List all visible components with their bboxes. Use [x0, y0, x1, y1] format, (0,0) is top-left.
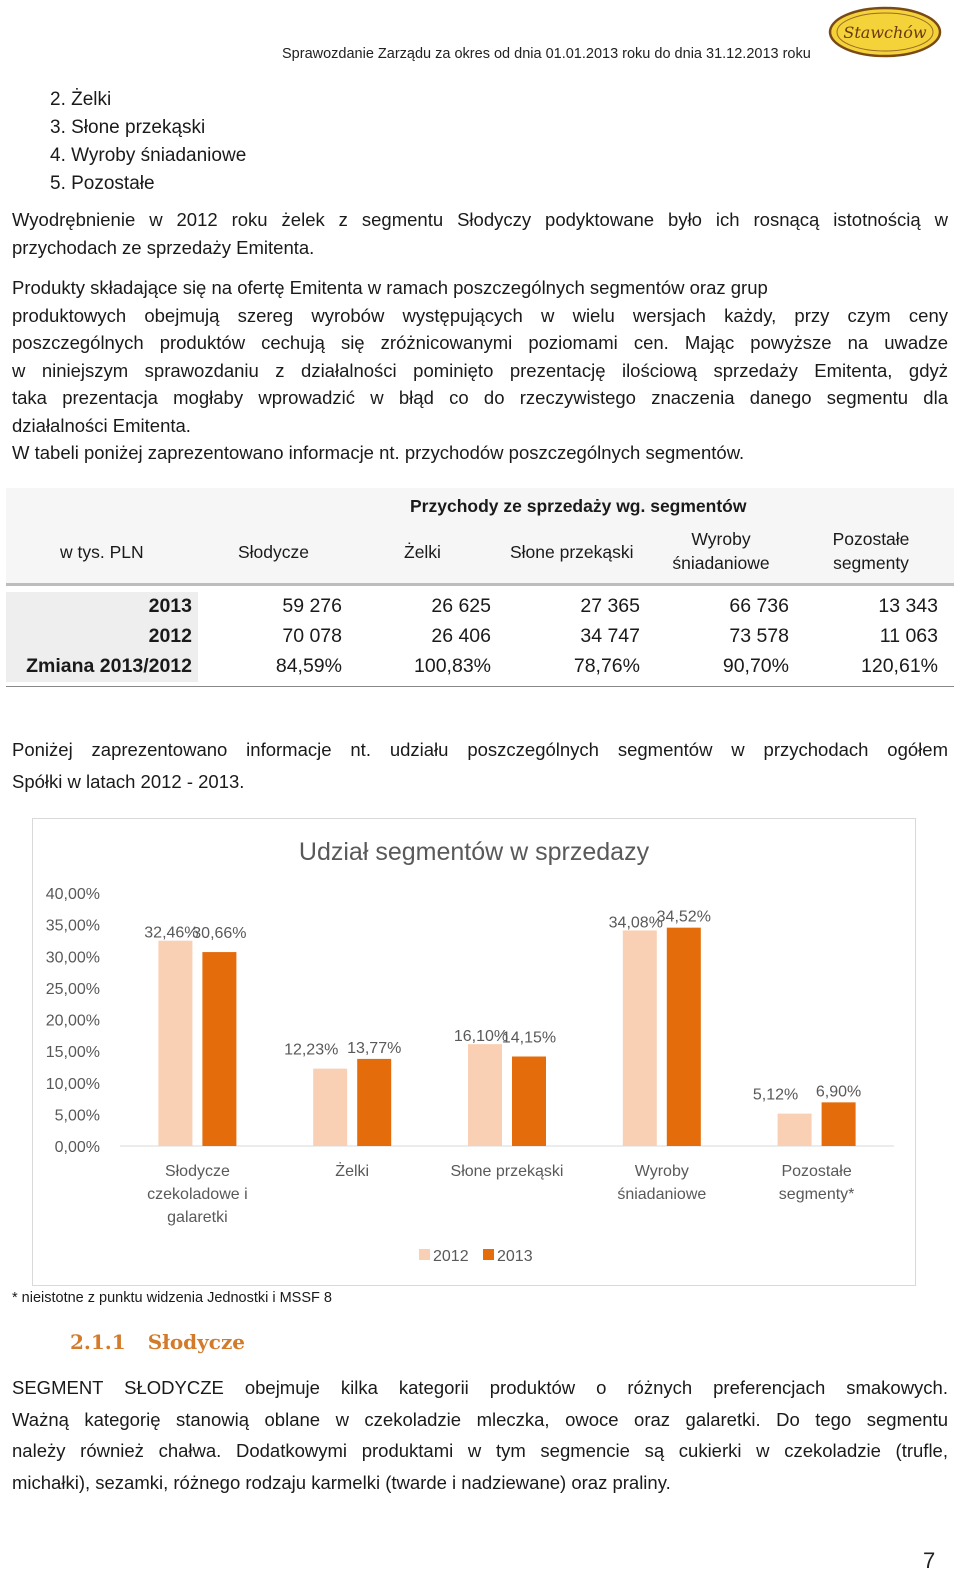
data-label: 34,08%	[608, 914, 663, 932]
text-line: przychodach ze sprzedaży Emitenta.	[12, 236, 315, 258]
segment-list	[50, 86, 246, 198]
text-line: W tabeli poniżej zaprezentowano informacje nt. przychodów poszczególnych segmentów.	[12, 442, 745, 463]
table-cell: 78,76%	[573, 655, 640, 677]
text-line: SEGMENT SŁODYCZE obejmuje kilka kategorii produktów o różnych preferencjach smakowych.	[12, 1377, 948, 1398]
table-cell: 27 365	[580, 595, 640, 617]
chart-title: Udział segmentów w sprzedazy	[298, 838, 650, 866]
section-number: 2.1.1	[70, 1330, 126, 1354]
company-logo	[828, 6, 942, 58]
category-label: śniadaniowe	[617, 1186, 707, 1203]
text-line: taka prezentacja mogłaby wprowadzić w błąd co do rzeczywistego znaczenia danego segmentu dla	[12, 387, 948, 408]
table-col-header: Pozostałe segmenty	[832, 529, 910, 573]
y-tick-label: 5,00%	[54, 1107, 100, 1125]
data-label: 30,66%	[192, 925, 247, 943]
text-line: Spółki w latach 2012 - 2013.	[12, 771, 245, 792]
category-label: segmenty*	[778, 1186, 855, 1203]
text-line: michałki), sezamki, różnego rodzaju karmelki (twarde i nadziewane) oraz praliny.	[12, 1471, 671, 1493]
table-unit: w tys. PLN	[60, 542, 144, 562]
category-label: Pozostałe	[781, 1163, 852, 1180]
logo-lettering: Stawchów	[843, 23, 927, 42]
y-tick-label: 30,00%	[45, 949, 100, 967]
category-label: czekoladowe i	[147, 1186, 248, 1203]
table-cell: 90,70%	[722, 655, 789, 677]
paragraph-products	[12, 274, 948, 467]
section-title: Słodycze	[147, 1330, 246, 1354]
report-header: Sprawozdanie Zarządu za okres od dnia 01.01.2013 roku do dnia 31.12.2013 roku	[282, 46, 811, 62]
list-item: 2. Żelki	[50, 89, 112, 110]
text-span: Produkty składające się na ofertę Emitenta w ramach poszczególnych segmentów oraz grup	[12, 277, 768, 298]
list-item: 5. Pozostałe	[50, 173, 155, 194]
legend-swatch-2013	[483, 1249, 494, 1260]
table-cell: 11 063	[879, 625, 938, 647]
bar-2012	[313, 1069, 347, 1146]
table-header-rule	[6, 583, 954, 586]
table-bottom-rule	[6, 686, 954, 687]
category-label: Żelki	[335, 1163, 370, 1180]
table-cell: 73 578	[729, 625, 789, 647]
text-line: w niniejszym sprawozdaniu z działalności pominięto prezentację ilościową sprzedaży Emitenta, gdyż	[12, 359, 948, 381]
legend-label: 2013	[497, 1248, 533, 1265]
list-item: 4. Wyroby śniadaniowe	[50, 145, 247, 166]
text-line: produktowych obejmują szereg wyrobów występujących w wielu wersjach każdy, przy czym ceny	[12, 304, 948, 326]
table-cell: 70 078	[282, 625, 342, 647]
bar-2012	[158, 941, 192, 1146]
text-line: należy również chałwa. Dodatkowymi produktami w tym segmencie są cukierki w czekoladzie (trufle,	[12, 1440, 948, 1461]
table-cell: 120,61%	[861, 655, 938, 677]
table-cell: 26 406	[431, 625, 491, 647]
y-tick-label: 0,00%	[54, 1139, 100, 1156]
table-col-header: Słodycze	[238, 542, 310, 562]
y-tick-label: 25,00%	[45, 980, 100, 998]
table-row-label: 2012	[148, 625, 192, 647]
text-line: poszczególnych produktów cechują się zróżnicowanymi poziomami cen. Mając powyższe na uwadze	[12, 332, 948, 353]
text-line	[12, 274, 948, 302]
legend-swatch-2012	[419, 1249, 430, 1260]
table-col-header: Żelki	[404, 542, 441, 562]
data-label: 34,52%	[656, 908, 711, 926]
table-cell: 34 747	[580, 625, 640, 647]
table-cell: 66 736	[729, 595, 789, 617]
bar-2012	[623, 930, 657, 1146]
table-cell: 59 276	[282, 595, 342, 617]
chart-footnote: * nieistotne z punktu widzenia Jednostki i MSSF 8	[12, 1290, 332, 1306]
category-label: Wyroby	[634, 1163, 689, 1180]
y-tick-label: 40,00%	[45, 886, 100, 903]
text-line: Poniżej zaprezentowano informacje nt. udziału poszczególnych segmentów w przychodach ogółem	[12, 739, 948, 760]
y-tick-label: 35,00%	[45, 917, 100, 935]
table-cell: 84,59%	[275, 655, 342, 677]
table-cell: 26 625	[431, 595, 491, 617]
bar-2013	[202, 952, 236, 1146]
bar-2013	[357, 1059, 391, 1146]
table-row-label: Zmiana 2013/2012	[26, 655, 192, 677]
revenue-table	[6, 488, 954, 688]
data-label: 16,10%	[453, 1028, 509, 1046]
data-label: 32,46%	[144, 924, 199, 942]
table-cell: 100,83%	[414, 655, 491, 677]
table-col-header: Słone przekąski	[510, 542, 634, 562]
table-title: Przychody ze sprzedaży wg. segmentów	[410, 496, 747, 516]
table-cell: 13 343	[878, 595, 938, 617]
category-label: Słodycze	[164, 1163, 230, 1180]
section-heading	[70, 1330, 267, 1354]
table-col-header: Wyroby śniadaniowe	[672, 529, 770, 573]
bar-2012	[778, 1114, 812, 1146]
paragraph-share-intro	[12, 734, 948, 798]
paragraph-sweets-segment	[12, 1372, 948, 1498]
page-number: 7	[923, 1548, 936, 1573]
y-tick-label: 10,00%	[45, 1075, 100, 1093]
list-item: 3. Słone przekąski	[50, 117, 206, 138]
bar-2012	[468, 1044, 502, 1146]
bar-2013	[667, 928, 701, 1146]
paragraph-segment-split	[12, 206, 948, 261]
bar-2013	[822, 1102, 856, 1146]
text-line: Ważną kategorię stanowią oblane w czekoladzie mleczka, owoce oraz galaretki. Do tego segmentu	[12, 1408, 948, 1430]
segment-share-chart	[32, 818, 916, 1286]
y-tick-label: 15,00%	[45, 1044, 100, 1062]
data-label: 12,23%	[284, 1041, 339, 1059]
y-tick-label: 20,00%	[45, 1012, 100, 1030]
legend-label: 2012	[433, 1248, 469, 1265]
data-label: 6,90%	[815, 1083, 862, 1101]
text-line: Wyodrębnienie w 2012 roku żelek z segmentu Słodyczy podyktowane było ich rosnącą istotnością w	[12, 209, 948, 230]
category-label: Słone przekąski	[450, 1163, 564, 1180]
table-row-label: 2013	[148, 595, 192, 617]
data-label: 5,12%	[752, 1086, 799, 1104]
bar-2013	[512, 1057, 546, 1146]
text-line: działalności Emitenta.	[12, 414, 191, 436]
data-label: 14,15%	[501, 1029, 557, 1047]
data-label: 13,77%	[347, 1039, 402, 1057]
category-label: galaretki	[167, 1209, 228, 1226]
